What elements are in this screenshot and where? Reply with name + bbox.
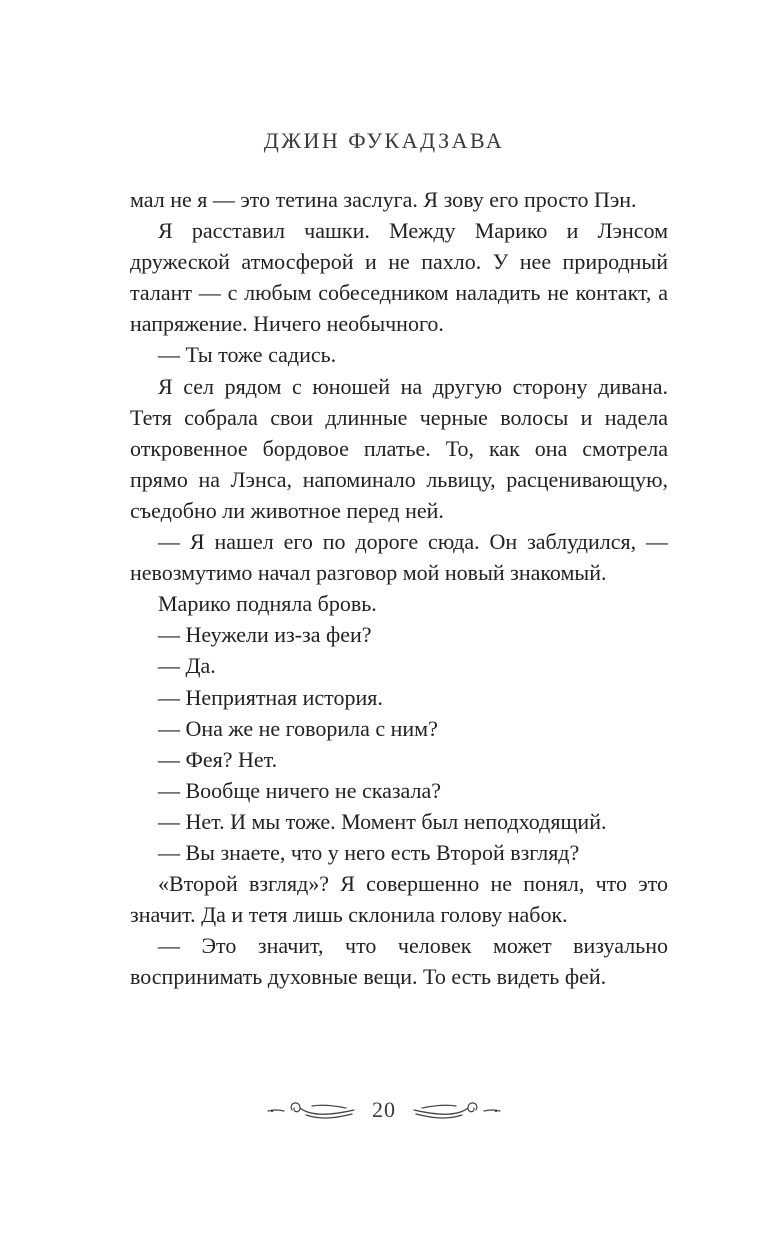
dialogue-paragraph: — Это значит, что человек может визуально воспринимать духовные вещи. То есть видеть фей. xyxy=(130,933,668,990)
dialogue-line: — Неужели из-за феи? xyxy=(158,622,372,648)
page-number: 20 xyxy=(372,1097,396,1122)
dialogue-line: — Фея? Нет. xyxy=(158,746,278,772)
paragraph: Марико подняла бровь. xyxy=(158,591,377,617)
dialogue-line: — Нет. И мы тоже. Момент был неподходящий. xyxy=(158,808,607,834)
dialogue-line: — Вы знаете, что у него есть Второй взгляд? xyxy=(158,839,580,865)
dialogue-line: — Неприятная история. xyxy=(158,684,383,710)
dialogue-paragraph: — Я нашел его по дороге сюда. Он заблудился, — невозмутимо начал разговор мой новый знакомый. xyxy=(130,529,668,586)
right-flourish-icon xyxy=(410,1098,502,1122)
left-flourish-icon xyxy=(266,1098,358,1122)
page-footer xyxy=(0,1092,768,1128)
body-text xyxy=(130,184,668,992)
dialogue-line: — Ты тоже садись. xyxy=(158,342,337,368)
running-head-author: ДЖИН ФУКАДЗАВА xyxy=(263,128,505,153)
dialogue-line: — Вообще ничего не сказала? xyxy=(158,777,442,803)
dialogue-line: — Она же не говорила с ним? xyxy=(158,715,438,741)
dialogue-line: — Да. xyxy=(158,653,216,679)
paragraph: Я сел рядом с юношей на другую сторону дивана. Тетя собрала свои длинные черные волосы и надела откровенное бордовое платье. То, как она смотрела прямо на Лэнса, напоминало львицу, расценивающую, съедобно ли животное перед ней. xyxy=(130,373,668,523)
paragraph-continued: мал не я — это тетина заслуга. Я зову его просто Пэн. xyxy=(130,187,637,212)
paragraph: «Второй взгляд»? Я совершенно не понял, что это значит. Да и тетя лишь склонила голову набок. xyxy=(130,871,668,928)
paragraph: Я расставил чашки. Между Марико и Лэнсом дружеской атмосферой и не пахло. У нее природный талант — с любым собеседником наладить не контакт, а напряжение. Ничего необычного. xyxy=(130,218,668,337)
